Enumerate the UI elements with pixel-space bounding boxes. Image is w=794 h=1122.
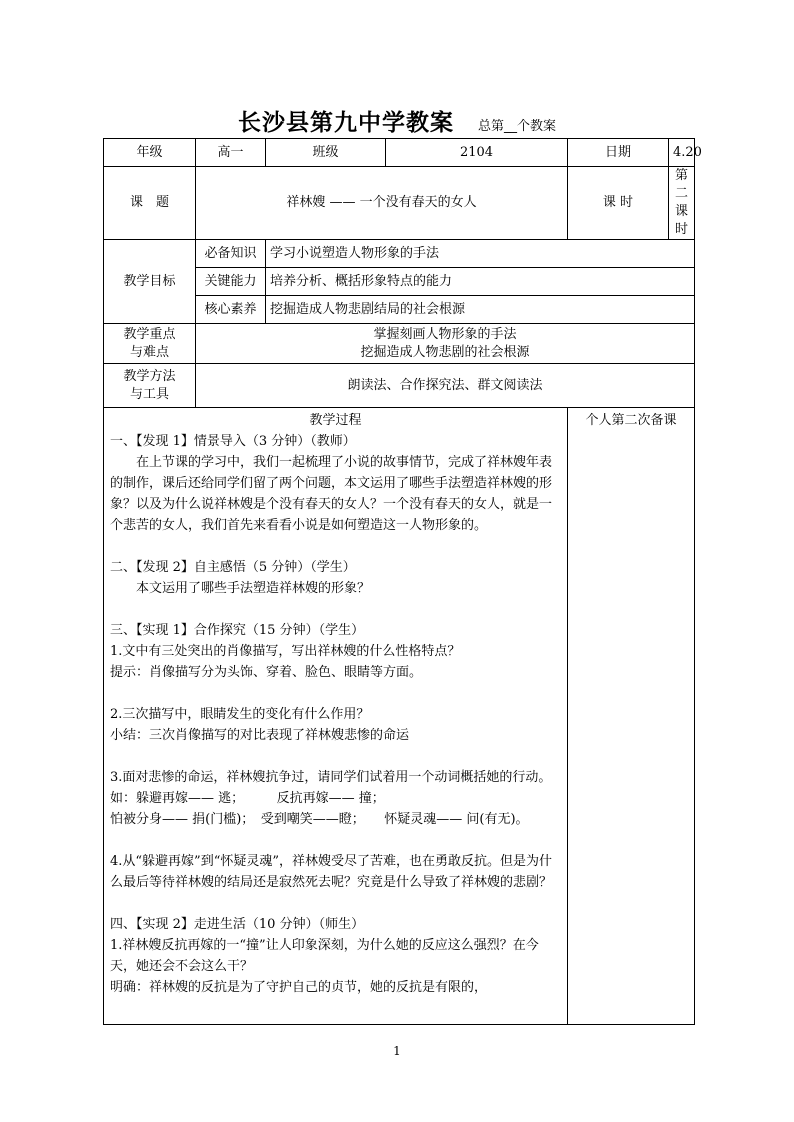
spacer [110, 536, 561, 557]
key-points-value [196, 324, 695, 364]
goal-value: 挖掘造成人物悲剧结局的社会根源 [266, 296, 695, 324]
question: 3.面对悲惨的命运，祥林嫂抗争过，请同学们试着用一个动词概括她的行动。如：躲避再嫁—— 逃； 反抗再嫁—— 撞； [110, 770, 552, 806]
goal-name: 核心素养 [196, 296, 266, 324]
hint: 提示：肖像描写分为头饰、穿着、脸色、眼睛等方面。 [110, 665, 423, 680]
teaching-process-cell [104, 408, 568, 1025]
spacer [110, 746, 561, 767]
document-subtitle: 总第__个教案 [477, 119, 556, 134]
section-title: 四、【实现 2】走进生活（10 分钟）（师生） [110, 917, 365, 932]
key-point-line: 挖掘造成人物悲剧的社会根源 [360, 344, 530, 360]
question: 1.文中有三处突出的肖像描写，写出祥林嫂的什么性格特点？ [110, 644, 461, 659]
methods-label-line: 教学方法 [123, 368, 176, 384]
spacer [110, 599, 561, 620]
document-title-line [0, 104, 794, 137]
goal-name: 必备知识 [196, 240, 266, 268]
date-value: 4.20 [669, 139, 695, 167]
section-title: 三、【实现 1】合作探究（15 分钟）（学生） [110, 623, 365, 638]
summary: 小结：三次肖像描写的对比表现了祥林嫂悲惨的命运 [110, 728, 410, 743]
goal-value: 培养分析、概括形象特点的能力 [266, 268, 695, 296]
question: 4.从“躲避再嫁”到“怀疑灵魂”，祥林嫂受尽了苦难，也在勇敢反抗。但是为什么最后等待祥林嫂的结局还是寂然死去呢？究竟是什么导致了祥林嫂的悲剧？ [110, 854, 553, 890]
process-row [104, 408, 695, 1025]
question: 1.祥林嫂反抗再嫁的一“撞”让人印象深刻，为什么她的反应这么强烈？在今天，她还会不会这么干？ [110, 938, 539, 974]
methods-value: 朗读法、合作探究法、群文阅读法 [196, 364, 695, 408]
key-point-line: 掌握刻画人物形象的手法 [373, 326, 517, 342]
process-heading: 教学过程 [309, 413, 362, 428]
key-points-label [104, 324, 196, 364]
goals-label: 教学目标 [104, 240, 196, 324]
methods-label-line: 与工具 [129, 386, 169, 402]
page-number: 1 [393, 1044, 401, 1058]
goal-name: 关键能力 [196, 268, 266, 296]
goal-row-1 [104, 240, 695, 268]
section-paragraph: 在上节课的学习中，我们一起梳理了小说的故事情节，完成了祥林嫂年表的制作，课后还给同学们留了两个问题，本文运用了哪些手法塑造祥林嫂的形象？以及为什么说祥林嫂是个没有春天的女人？一个没有春天的女人，就是一个悲苦的女人，我们首先来看看小说是如何塑造这一人物形象的。 [110, 455, 553, 533]
second-prep-cell [568, 408, 695, 1025]
topic-label: 课 题 [104, 167, 196, 240]
key-points-label-line: 与难点 [129, 344, 169, 360]
spacer [110, 830, 561, 851]
key-points-label-line: 教学重点 [123, 326, 176, 342]
methods-row [104, 364, 695, 408]
date-label: 日期 [568, 139, 669, 167]
spacer [110, 893, 561, 914]
class-label: 班级 [266, 139, 386, 167]
second-prep-heading: 个人第二次备课 [585, 413, 677, 428]
section-paragraph: 本文运用了哪些手法塑造祥林嫂的形象？ [136, 581, 371, 596]
key-points-row [104, 324, 695, 364]
grade-value: 高一 [196, 139, 266, 167]
info-row-2 [104, 167, 695, 240]
period-label: 课 时 [568, 167, 669, 240]
section-title: 一、【发现 1】情景导入（3 分钟）（教师） [110, 434, 356, 449]
document-title: 长沙县第九中学教案 [237, 110, 454, 136]
spacer [110, 683, 561, 704]
section-title: 二、【发现 2】自主感悟（5 分钟）（学生） [110, 560, 356, 575]
grade-label: 年级 [104, 139, 196, 167]
lesson-plan-table [103, 138, 702, 1025]
info-row-1 [104, 139, 695, 167]
question: 2.三次描写中，眼睛发生的变化有什么作用？ [110, 707, 370, 722]
class-value: 2104 [386, 139, 568, 167]
question-continuation: 怕被分身—— 捐(门槛)； 受到嘲笑——瞪； 怀疑灵魂—— 问(有无)。 [110, 812, 529, 827]
methods-label [104, 364, 196, 408]
topic-value: 祥林嫂 —— 一个没有春天的女人 [196, 167, 568, 240]
period-value: 第二课时 [669, 167, 695, 240]
goal-value: 学习小说塑造人物形象的手法 [266, 240, 695, 268]
answer: 明确：祥林嫂的反抗是为了守护自己的贞节，她的反抗是有限的， [110, 980, 488, 995]
